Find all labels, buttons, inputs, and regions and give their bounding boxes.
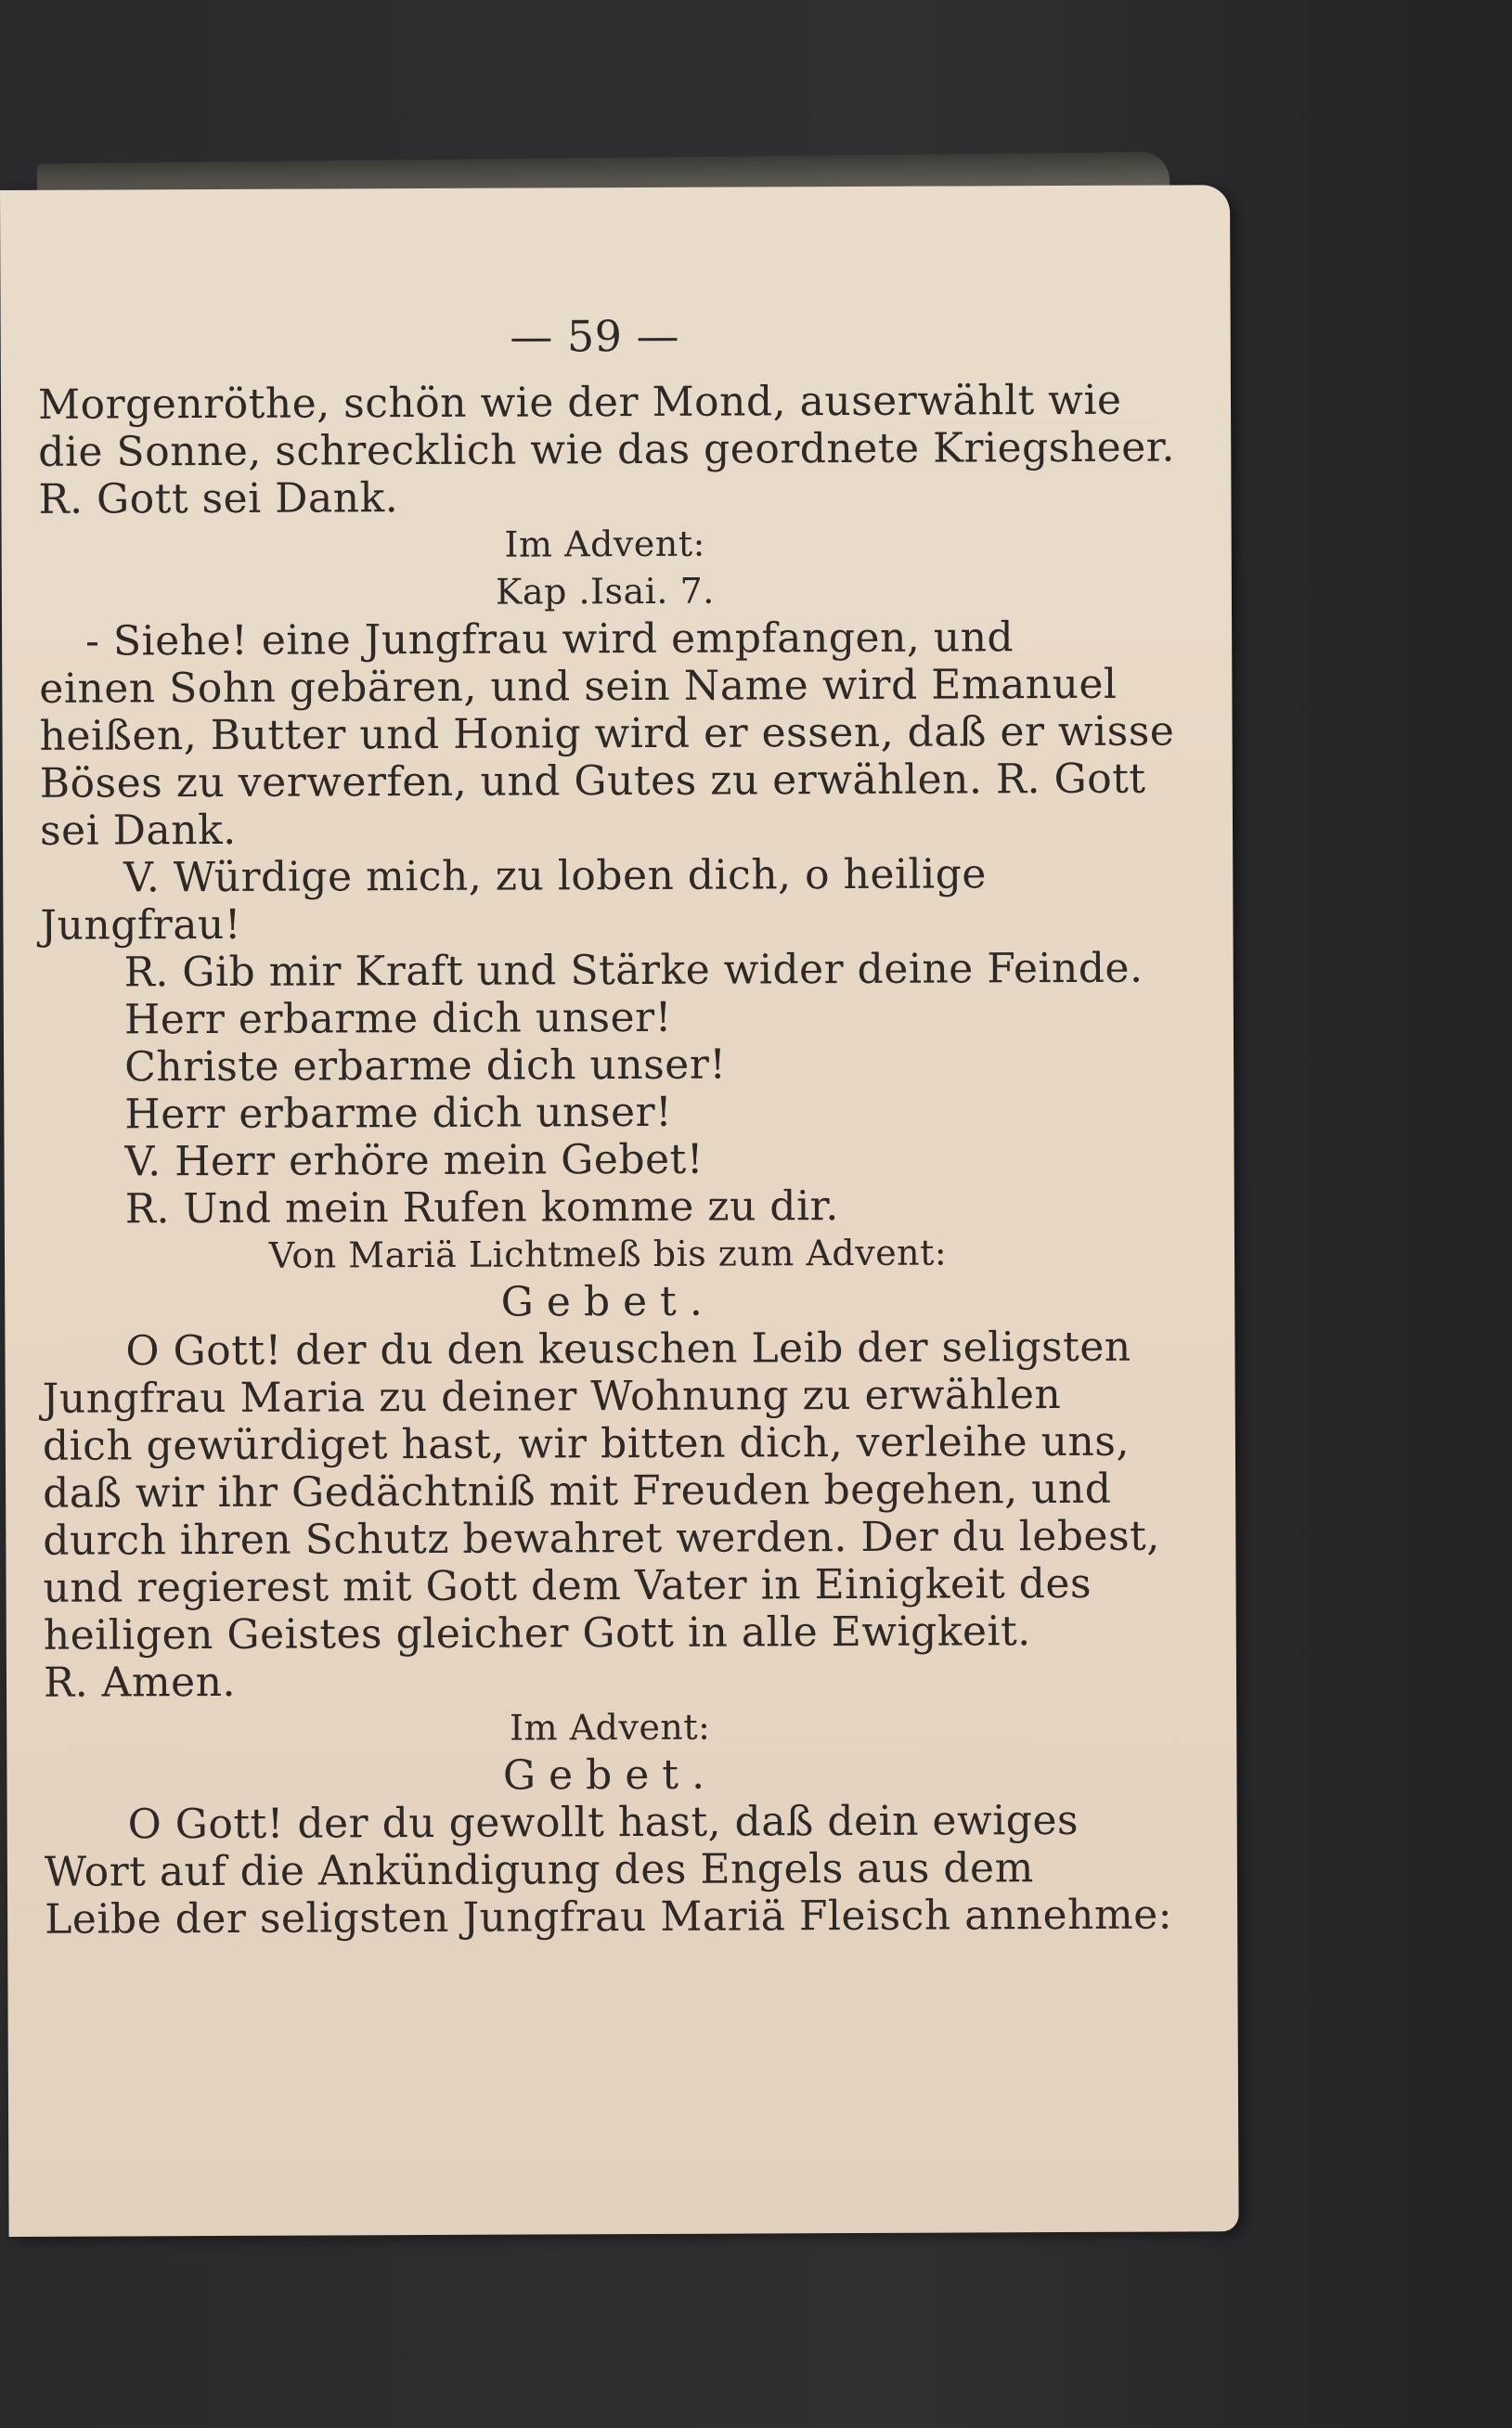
section-heading: Von Mariä Lichtmeß bis zum Advent: [268, 1232, 948, 1276]
text-line: heiligen Geistes gleicher Gott in alle Ewigkeit. [43, 1608, 1031, 1660]
text-line: und regierest mit Gott dem Vater in Einigkeit des [43, 1559, 1092, 1612]
text-line: R. Amen. [43, 1658, 237, 1707]
text-line: R. Gott sei Dank. [38, 474, 399, 523]
kyrie-line: Herr erbarme dich unser! [123, 993, 672, 1044]
text-line: O Gott! der du gewollt hast, daß dein ewiges [127, 1796, 1079, 1849]
text-line: O Gott! der du den keuschen Leib der seligsten [125, 1323, 1131, 1375]
text-line: dich gewürdiget hast, wir bitten dich, verleihe uns, [42, 1417, 1131, 1470]
book-page [0, 185, 1239, 2237]
text-line: Morgenröthe, schön wie der Mond, auserwählt wie [37, 376, 1122, 429]
text-line: - Siehe! eine Jungfrau wird empfangen, und [85, 613, 1014, 665]
text-line: durch ihren Schutz bewahret werden. Der du lebest, [43, 1512, 1160, 1565]
response: R. Gib mir Kraft und Stärke wider deine Feinde. [123, 944, 1144, 997]
response: R. Und mein Rufen komme zu dir. [124, 1182, 839, 1233]
page-number: — 59 — [510, 310, 680, 362]
text-line: sei Dank. [39, 806, 237, 855]
section-heading: Im Advent: [509, 1706, 711, 1749]
text-line: die Sonne, schrecklich wie das geordnete Kriegsheer. [38, 423, 1176, 476]
text-line: einen Sohn gebären, und sein Name wird Emanuel [39, 660, 1118, 713]
text-line: Böses zu verwerfen, und Gutes zu erwählen. R. Gott [39, 755, 1146, 807]
kyrie-line: Christe erbarme dich unser! [124, 1040, 727, 1091]
versicle: V. Herr erhöre mein Gebet! [124, 1135, 704, 1186]
section-heading: Im Advent: [504, 523, 705, 565]
kyrie-line: Herr erbarme dich unser! [124, 1088, 673, 1139]
versicle: Jungfrau! [40, 900, 242, 949]
text-line: daß wir ihr Gedächtniß mit Freuden begehen, und [43, 1465, 1112, 1518]
section-subheading: Gebet. [500, 1277, 716, 1326]
text-line: heißen, Butter und Honig wird er essen, daß er wisse [39, 707, 1175, 760]
page-text [37, 310, 1176, 1944]
text-line: Wort auf die Ankündigung des Engels aus dem [44, 1844, 1034, 1896]
section-subheading: Kap .Isai. 7. [495, 570, 715, 613]
text-line: Leibe der seligsten Jungfrau Mariä Fleisch annehme: [45, 1891, 1173, 1944]
text-line: Jungfrau Maria zu deiner Wohnung zu erwählen [42, 1371, 1062, 1423]
section-subheading: Gebet. [502, 1750, 718, 1800]
versicle: V. Würdige mich, zu loben dich, o heilige [123, 850, 987, 902]
